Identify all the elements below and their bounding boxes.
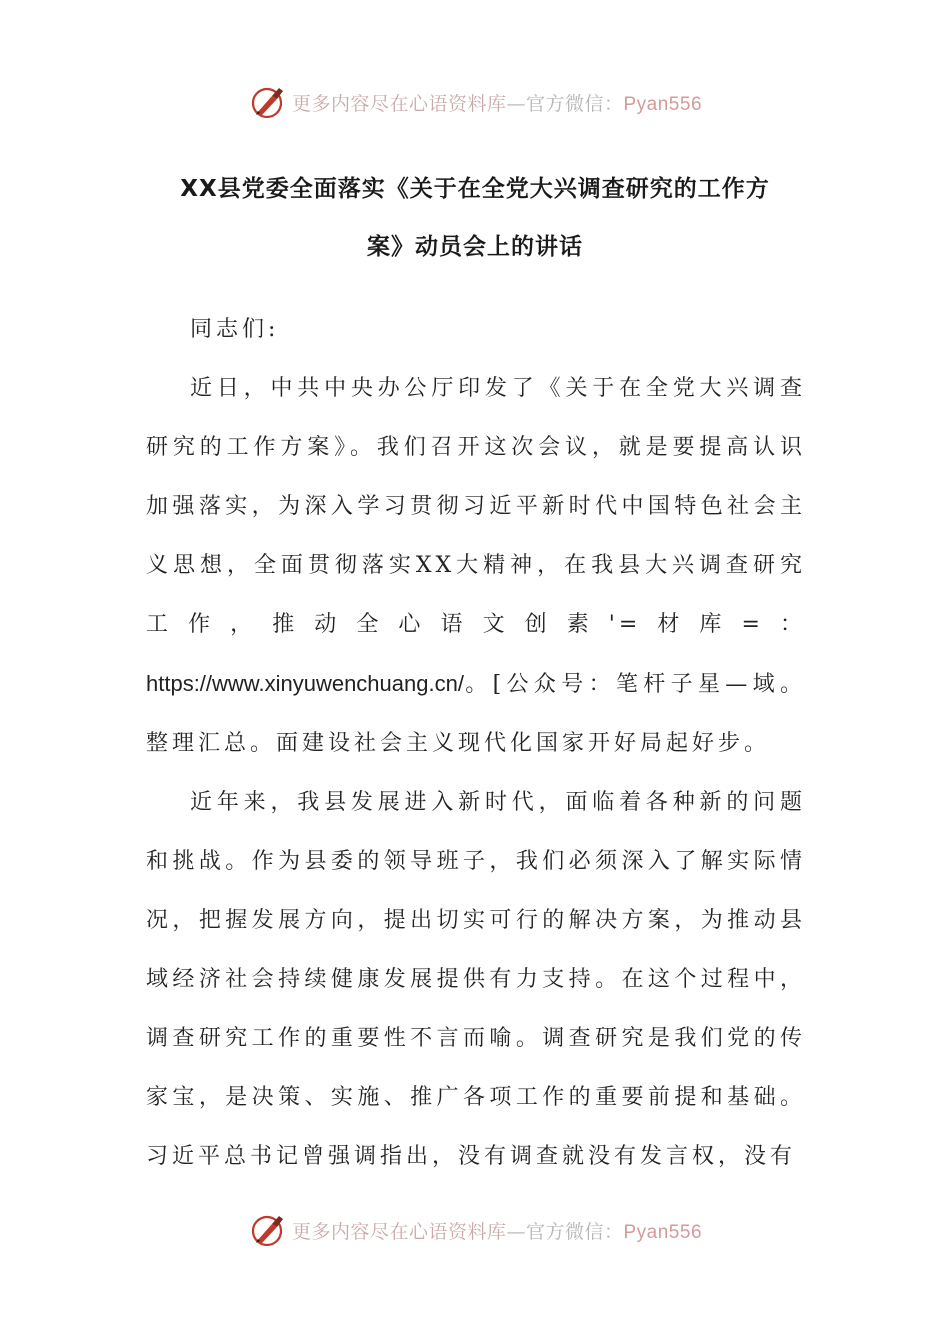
salutation: 同志们: (190, 317, 280, 342)
title-line-1: XX县党委全面落实《关于在全党大兴调查研究的工作方 (180, 176, 770, 202)
pen-logo-icon (248, 1210, 288, 1250)
banner-text (292, 89, 702, 116)
pen-logo-icon (248, 82, 288, 122)
banner-wechat-label: 官方微信： (525, 1220, 624, 1243)
footer-watermark-banner (0, 1208, 950, 1252)
document-title (140, 160, 810, 276)
banner-site-text: 更多内容尽在心语资料库 (291, 1220, 507, 1243)
banner-wechat-label: 官方微信： (525, 92, 624, 115)
paragraph-2: 近年来，我县发展进入新时代，面临着各种新的问题和挑战。作为县委的领导班子，我们必须深入了解实际情况，把握发展方向，提出切实可行的解决方案，为推动县域经济社会持续健康发展提供有力支持。在这个过程中，调查研究工作的重要性不言而喻。调查研究是我们党的传家宝，是决策、实施、推广各项工作的重要前提和基础。习近平总书记曾强调指出，没有调查就没有发言权，没有 (146, 790, 806, 1169)
document-body (146, 300, 806, 1186)
paragraph-1-text-a: 近日，中共中央办公厅印发了《关于在全党大兴调查研究的工作方案》。我们召开这次会议，就是要提高认识加强落实，为深入学习贯彻习近平新时代中国特色社会主义思想，全面贯彻落实XX大精神，在我县大兴调查研究工作，推动全心语文创素'=材库=： (146, 376, 806, 637)
paragraph-1-text-b: 。[公众号：笔杆子星—域。整理汇总。面建设社会主义现代化国家开好局起好步。 (146, 672, 806, 756)
paragraph-1 (146, 359, 806, 773)
banner-dash: — (506, 1220, 526, 1243)
paragraph-1-url: https://www.xinyuwenchuang.cn/ (146, 671, 464, 696)
banner-account: Pyan556 (623, 93, 703, 115)
title-line-2: 案》动员会上的讲话 (367, 234, 583, 260)
banner-text (292, 1217, 702, 1244)
banner-site-text: 更多内容尽在心语资料库 (291, 92, 507, 115)
banner-account: Pyan556 (623, 1221, 703, 1243)
banner-dash: — (506, 92, 526, 115)
header-watermark-banner (0, 80, 950, 124)
